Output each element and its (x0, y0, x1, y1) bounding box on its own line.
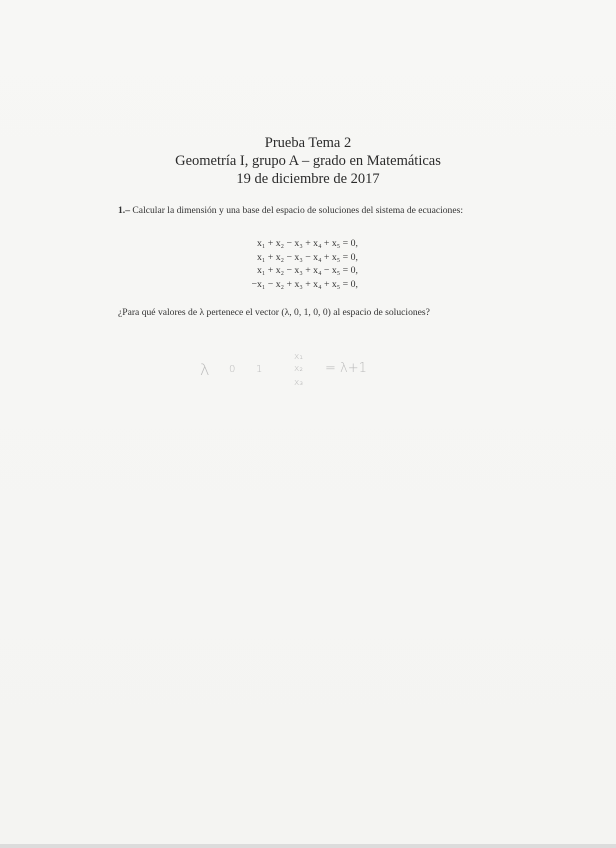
equation-system (251, 237, 358, 291)
exam-date: 19 de diciembre de 2017 (236, 171, 380, 187)
note-x3: x₃ (294, 378, 303, 388)
problem-1-question: ¿Para qué valores de λ pertenece el vector (λ, 0, 1, 0, 0) al espacio de soluciones? (118, 307, 430, 318)
problem-text: Calcular la dimensión y una base del espacio de soluciones del sistema de ecuaciones: (132, 205, 464, 216)
note-x2: x₂ (294, 364, 303, 374)
note-one: 1 (256, 364, 263, 375)
exam-subtitle: Geometría I, grupo A – grado en Matemáticas (175, 153, 441, 169)
exam-header (0, 134, 616, 188)
equation-4: −x₁ − x₂ + x₃ + x₄ + x₅ = 0, (251, 278, 358, 290)
problem-number: 1.– (118, 205, 130, 216)
page-bottom-edge (0, 844, 616, 848)
note-x1: x₁ (294, 352, 303, 362)
note-lambda: λ (200, 360, 210, 379)
equation-2: x₁ + x₂ − x₃ − x₄ + x₅ = 0, (256, 251, 358, 263)
note-zero: 0 (229, 364, 236, 375)
exam-title: Prueba Tema 2 (264, 135, 352, 151)
equation-1: x₁ + x₂ − x₃ + x₄ + x₅ = 0, (256, 238, 358, 249)
note-expression: = λ+1 (325, 361, 367, 376)
equation-3: x₁ + x₂ − x₃ + x₄ − x₅ = 0, (256, 265, 358, 277)
problem-1-statement (118, 205, 493, 218)
